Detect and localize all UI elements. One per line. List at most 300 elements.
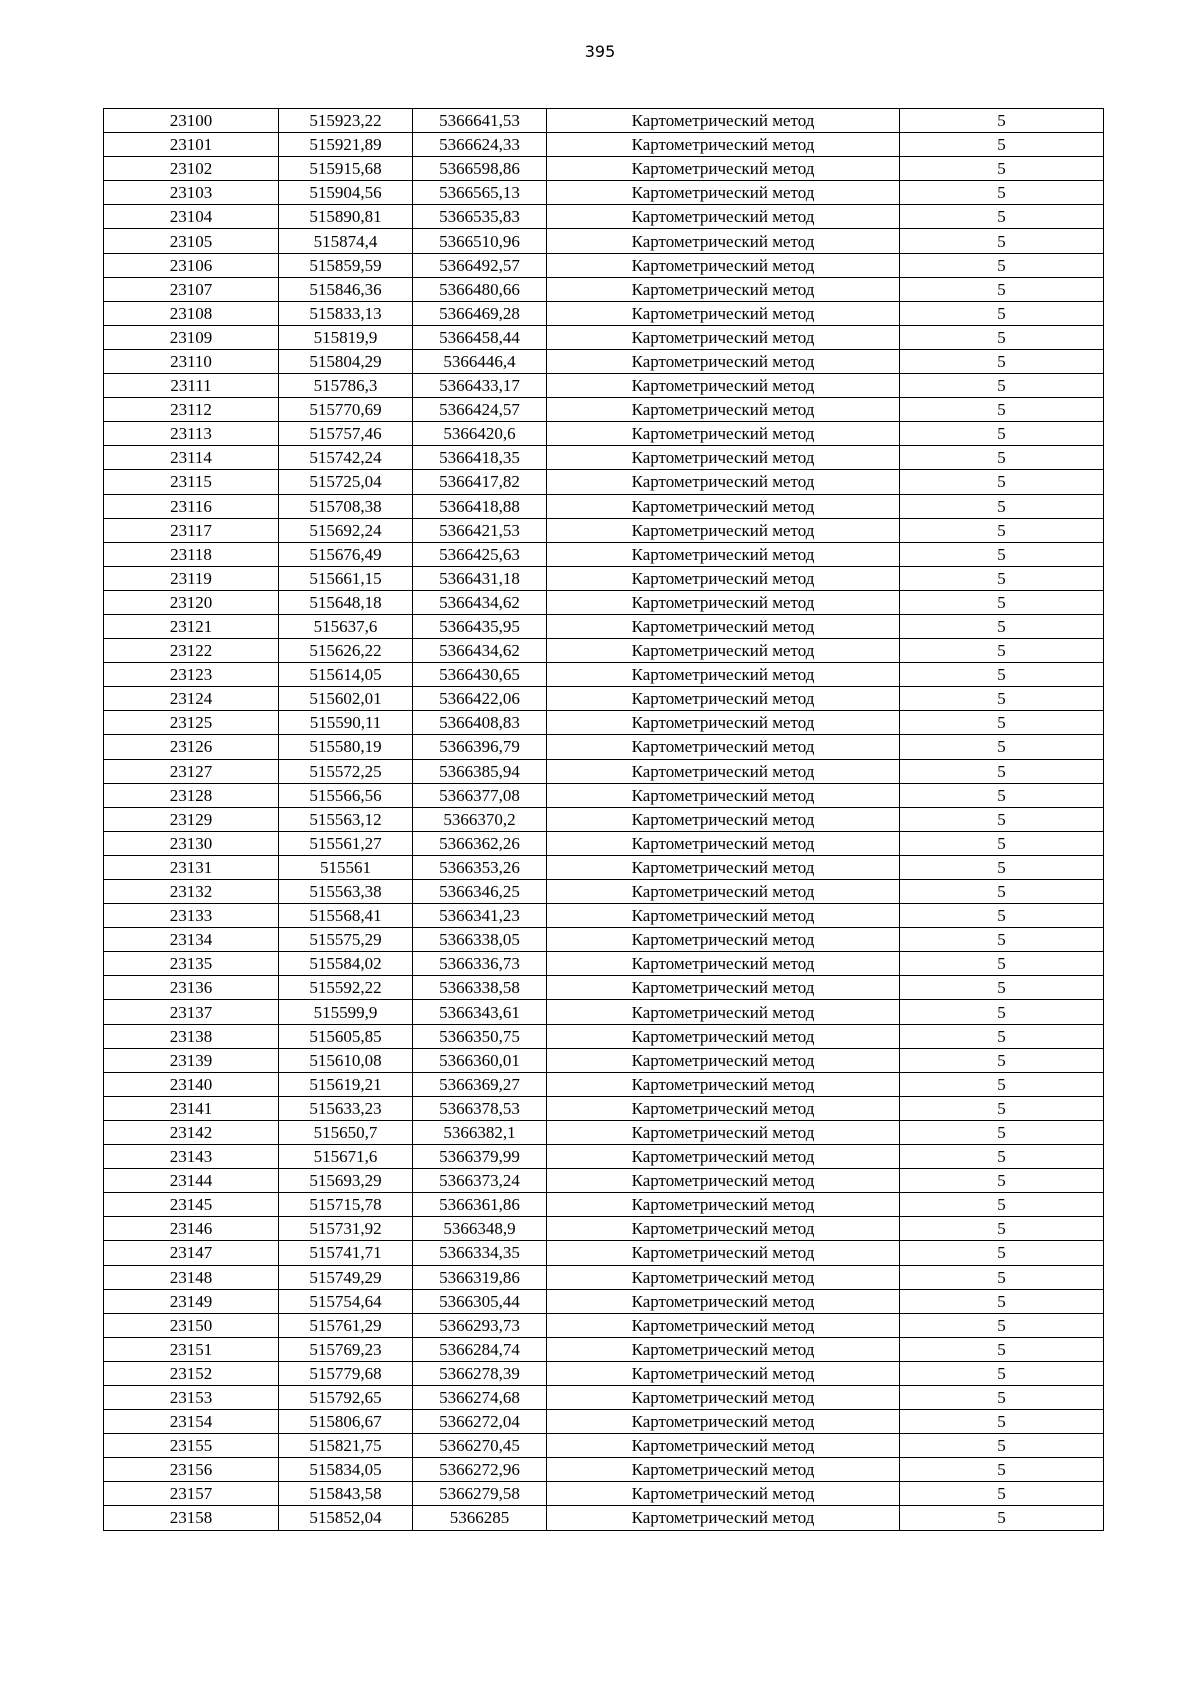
point-number-cell: 23117 <box>104 518 279 542</box>
method-cell: Картометрический метод <box>547 663 900 687</box>
x-coordinate-cell: 515605,85 <box>279 1024 413 1048</box>
table-row <box>104 663 1104 687</box>
point-number-cell: 23120 <box>104 590 279 614</box>
y-coordinate-cell: 5366338,05 <box>413 928 547 952</box>
x-coordinate-cell: 515846,36 <box>279 277 413 301</box>
table-row <box>104 542 1104 566</box>
point-number-cell: 23147 <box>104 1241 279 1265</box>
table-row <box>104 109 1104 133</box>
accuracy-cell: 5 <box>900 855 1104 879</box>
x-coordinate-cell: 515890,81 <box>279 205 413 229</box>
table-row <box>104 1482 1104 1506</box>
point-number-cell: 23156 <box>104 1458 279 1482</box>
x-coordinate-cell: 515561,27 <box>279 831 413 855</box>
y-coordinate-cell: 5366510,96 <box>413 229 547 253</box>
table-row <box>104 374 1104 398</box>
accuracy-cell: 5 <box>900 374 1104 398</box>
accuracy-cell: 5 <box>900 1482 1104 1506</box>
y-coordinate-cell: 5366377,08 <box>413 783 547 807</box>
y-coordinate-cell: 5366360,01 <box>413 1048 547 1072</box>
method-cell: Картометрический метод <box>547 807 900 831</box>
x-coordinate-cell: 515806,67 <box>279 1410 413 1434</box>
accuracy-cell: 5 <box>900 494 1104 518</box>
point-number-cell: 23108 <box>104 301 279 325</box>
point-number-cell: 23122 <box>104 639 279 663</box>
accuracy-cell: 5 <box>900 759 1104 783</box>
x-coordinate-cell: 515915,68 <box>279 157 413 181</box>
y-coordinate-cell: 5366408,83 <box>413 711 547 735</box>
table-row <box>104 277 1104 301</box>
x-coordinate-cell: 515563,12 <box>279 807 413 831</box>
x-coordinate-cell: 515804,29 <box>279 349 413 373</box>
x-coordinate-cell: 515859,59 <box>279 253 413 277</box>
coordinates-table-body <box>104 109 1104 1531</box>
table-row <box>104 398 1104 422</box>
point-number-cell: 23139 <box>104 1048 279 1072</box>
method-cell: Картометрический метод <box>547 639 900 663</box>
point-number-cell: 23102 <box>104 157 279 181</box>
point-number-cell: 23155 <box>104 1434 279 1458</box>
y-coordinate-cell: 5366285 <box>413 1506 547 1530</box>
point-number-cell: 23131 <box>104 855 279 879</box>
method-cell: Картометрический метод <box>547 928 900 952</box>
accuracy-cell: 5 <box>900 928 1104 952</box>
table-row <box>104 1000 1104 1024</box>
y-coordinate-cell: 5366565,13 <box>413 181 547 205</box>
y-coordinate-cell: 5366272,04 <box>413 1410 547 1434</box>
accuracy-cell: 5 <box>900 1361 1104 1385</box>
x-coordinate-cell: 515575,29 <box>279 928 413 952</box>
x-coordinate-cell: 515792,65 <box>279 1385 413 1409</box>
accuracy-cell: 5 <box>900 1434 1104 1458</box>
y-coordinate-cell: 5366348,9 <box>413 1217 547 1241</box>
table-row <box>104 157 1104 181</box>
y-coordinate-cell: 5366379,99 <box>413 1145 547 1169</box>
accuracy-cell: 5 <box>900 277 1104 301</box>
y-coordinate-cell: 5366319,86 <box>413 1265 547 1289</box>
x-coordinate-cell: 515633,23 <box>279 1096 413 1120</box>
table-row <box>104 1385 1104 1409</box>
y-coordinate-cell: 5366385,94 <box>413 759 547 783</box>
accuracy-cell: 5 <box>900 1337 1104 1361</box>
y-coordinate-cell: 5366492,57 <box>413 253 547 277</box>
point-number-cell: 23114 <box>104 446 279 470</box>
accuracy-cell: 5 <box>900 157 1104 181</box>
accuracy-cell: 5 <box>900 205 1104 229</box>
y-coordinate-cell: 5366361,86 <box>413 1193 547 1217</box>
x-coordinate-cell: 515610,08 <box>279 1048 413 1072</box>
method-cell: Картометрический метод <box>547 325 900 349</box>
accuracy-cell: 5 <box>900 422 1104 446</box>
point-number-cell: 23104 <box>104 205 279 229</box>
table-row <box>104 301 1104 325</box>
point-number-cell: 23151 <box>104 1337 279 1361</box>
method-cell: Картометрический метод <box>547 470 900 494</box>
accuracy-cell: 5 <box>900 301 1104 325</box>
method-cell: Картометрический метод <box>547 1289 900 1313</box>
y-coordinate-cell: 5366624,33 <box>413 133 547 157</box>
x-coordinate-cell: 515602,01 <box>279 687 413 711</box>
point-number-cell: 23126 <box>104 735 279 759</box>
table-row <box>104 976 1104 1000</box>
table-row <box>104 735 1104 759</box>
x-coordinate-cell: 515592,22 <box>279 976 413 1000</box>
point-number-cell: 23115 <box>104 470 279 494</box>
method-cell: Картометрический метод <box>547 1361 900 1385</box>
y-coordinate-cell: 5366378,53 <box>413 1096 547 1120</box>
point-number-cell: 23113 <box>104 422 279 446</box>
method-cell: Картометрический метод <box>547 566 900 590</box>
point-number-cell: 23118 <box>104 542 279 566</box>
table-row <box>104 952 1104 976</box>
method-cell: Картометрический метод <box>547 1410 900 1434</box>
point-number-cell: 23111 <box>104 374 279 398</box>
x-coordinate-cell: 515671,6 <box>279 1145 413 1169</box>
accuracy-cell: 5 <box>900 1000 1104 1024</box>
method-cell: Картометрический метод <box>547 1120 900 1144</box>
method-cell: Картометрический метод <box>547 1072 900 1096</box>
point-number-cell: 23152 <box>104 1361 279 1385</box>
method-cell: Картометрический метод <box>547 1048 900 1072</box>
y-coordinate-cell: 5366343,61 <box>413 1000 547 1024</box>
table-row <box>104 253 1104 277</box>
table-row <box>104 1506 1104 1530</box>
accuracy-cell: 5 <box>900 783 1104 807</box>
x-coordinate-cell: 515833,13 <box>279 301 413 325</box>
accuracy-cell: 5 <box>900 253 1104 277</box>
accuracy-cell: 5 <box>900 880 1104 904</box>
point-number-cell: 23123 <box>104 663 279 687</box>
point-number-cell: 23145 <box>104 1193 279 1217</box>
table-row <box>104 880 1104 904</box>
x-coordinate-cell: 515852,04 <box>279 1506 413 1530</box>
y-coordinate-cell: 5366458,44 <box>413 325 547 349</box>
accuracy-cell: 5 <box>900 133 1104 157</box>
accuracy-cell: 5 <box>900 1048 1104 1072</box>
table-row <box>104 470 1104 494</box>
x-coordinate-cell: 515568,41 <box>279 904 413 928</box>
x-coordinate-cell: 515757,46 <box>279 422 413 446</box>
x-coordinate-cell: 515749,29 <box>279 1265 413 1289</box>
point-number-cell: 23116 <box>104 494 279 518</box>
table-row <box>104 133 1104 157</box>
method-cell: Картометрический метод <box>547 349 900 373</box>
y-coordinate-cell: 5366469,28 <box>413 301 547 325</box>
y-coordinate-cell: 5366598,86 <box>413 157 547 181</box>
x-coordinate-cell: 515693,29 <box>279 1169 413 1193</box>
point-number-cell: 23153 <box>104 1385 279 1409</box>
table-row <box>104 904 1104 928</box>
point-number-cell: 23138 <box>104 1024 279 1048</box>
method-cell: Картометрический метод <box>547 1169 900 1193</box>
table-row <box>104 711 1104 735</box>
table-row <box>104 1048 1104 1072</box>
y-coordinate-cell: 5366417,82 <box>413 470 547 494</box>
point-number-cell: 23142 <box>104 1120 279 1144</box>
method-cell: Картометрический метод <box>547 109 900 133</box>
x-coordinate-cell: 515566,56 <box>279 783 413 807</box>
x-coordinate-cell: 515614,05 <box>279 663 413 687</box>
point-number-cell: 23135 <box>104 952 279 976</box>
table-row <box>104 590 1104 614</box>
x-coordinate-cell: 515572,25 <box>279 759 413 783</box>
table-row <box>104 229 1104 253</box>
accuracy-cell: 5 <box>900 735 1104 759</box>
point-number-cell: 23137 <box>104 1000 279 1024</box>
accuracy-cell: 5 <box>900 1410 1104 1434</box>
method-cell: Картометрический метод <box>547 1482 900 1506</box>
method-cell: Картометрический метод <box>547 518 900 542</box>
table-row <box>104 494 1104 518</box>
page-number: 395 <box>584 42 616 61</box>
method-cell: Картометрический метод <box>547 205 900 229</box>
table-row <box>104 831 1104 855</box>
x-coordinate-cell: 515770,69 <box>279 398 413 422</box>
method-cell: Картометрический метод <box>547 398 900 422</box>
point-number-cell: 23154 <box>104 1410 279 1434</box>
method-cell: Картометрический метод <box>547 976 900 1000</box>
table-row <box>104 855 1104 879</box>
accuracy-cell: 5 <box>900 1241 1104 1265</box>
point-number-cell: 23149 <box>104 1289 279 1313</box>
accuracy-cell: 5 <box>900 807 1104 831</box>
x-coordinate-cell: 515742,24 <box>279 446 413 470</box>
y-coordinate-cell: 5366270,45 <box>413 1434 547 1458</box>
accuracy-cell: 5 <box>900 470 1104 494</box>
point-number-cell: 23148 <box>104 1265 279 1289</box>
table-row <box>104 1361 1104 1385</box>
x-coordinate-cell: 515779,68 <box>279 1361 413 1385</box>
method-cell: Картометрический метод <box>547 590 900 614</box>
coordinates-table <box>103 108 1104 1531</box>
accuracy-cell: 5 <box>900 952 1104 976</box>
method-cell: Картометрический метод <box>547 831 900 855</box>
table-row <box>104 518 1104 542</box>
method-cell: Картометрический метод <box>547 1096 900 1120</box>
x-coordinate-cell: 515650,7 <box>279 1120 413 1144</box>
x-coordinate-cell: 515731,92 <box>279 1217 413 1241</box>
accuracy-cell: 5 <box>900 518 1104 542</box>
y-coordinate-cell: 5366279,58 <box>413 1482 547 1506</box>
method-cell: Картометрический метод <box>547 1241 900 1265</box>
method-cell: Картометрический метод <box>547 1385 900 1409</box>
x-coordinate-cell: 515741,71 <box>279 1241 413 1265</box>
method-cell: Картометрический метод <box>547 904 900 928</box>
y-coordinate-cell: 5366435,95 <box>413 614 547 638</box>
method-cell: Картометрический метод <box>547 1193 900 1217</box>
point-number-cell: 23129 <box>104 807 279 831</box>
point-number-cell: 23133 <box>104 904 279 928</box>
x-coordinate-cell: 515923,22 <box>279 109 413 133</box>
y-coordinate-cell: 5366431,18 <box>413 566 547 590</box>
method-cell: Картометрический метод <box>547 614 900 638</box>
accuracy-cell: 5 <box>900 614 1104 638</box>
point-number-cell: 23141 <box>104 1096 279 1120</box>
accuracy-cell: 5 <box>900 1217 1104 1241</box>
point-number-cell: 23128 <box>104 783 279 807</box>
accuracy-cell: 5 <box>900 904 1104 928</box>
accuracy-cell: 5 <box>900 831 1104 855</box>
table-row <box>104 1120 1104 1144</box>
method-cell: Картометрический метод <box>547 422 900 446</box>
method-cell: Картометрический метод <box>547 1337 900 1361</box>
point-number-cell: 23110 <box>104 349 279 373</box>
accuracy-cell: 5 <box>900 639 1104 663</box>
method-cell: Картометрический метод <box>547 855 900 879</box>
table-row <box>104 325 1104 349</box>
method-cell: Картометрический метод <box>547 1217 900 1241</box>
method-cell: Картометрический метод <box>547 133 900 157</box>
x-coordinate-cell: 515599,9 <box>279 1000 413 1024</box>
accuracy-cell: 5 <box>900 1024 1104 1048</box>
point-number-cell: 23103 <box>104 181 279 205</box>
x-coordinate-cell: 515769,23 <box>279 1337 413 1361</box>
y-coordinate-cell: 5366430,65 <box>413 663 547 687</box>
accuracy-cell: 5 <box>900 349 1104 373</box>
accuracy-cell: 5 <box>900 976 1104 1000</box>
point-number-cell: 23124 <box>104 687 279 711</box>
accuracy-cell: 5 <box>900 1506 1104 1530</box>
y-coordinate-cell: 5366434,62 <box>413 639 547 663</box>
point-number-cell: 23119 <box>104 566 279 590</box>
y-coordinate-cell: 5366418,88 <box>413 494 547 518</box>
method-cell: Картометрический метод <box>547 181 900 205</box>
accuracy-cell: 5 <box>900 1096 1104 1120</box>
method-cell: Картометрический метод <box>547 374 900 398</box>
point-number-cell: 23127 <box>104 759 279 783</box>
accuracy-cell: 5 <box>900 446 1104 470</box>
method-cell: Картометрический метод <box>547 542 900 566</box>
x-coordinate-cell: 515761,29 <box>279 1313 413 1337</box>
method-cell: Картометрический метод <box>547 880 900 904</box>
point-number-cell: 23125 <box>104 711 279 735</box>
method-cell: Картометрический метод <box>547 711 900 735</box>
x-coordinate-cell: 515619,21 <box>279 1072 413 1096</box>
method-cell: Картометрический метод <box>547 952 900 976</box>
x-coordinate-cell: 515584,02 <box>279 952 413 976</box>
method-cell: Картометрический метод <box>547 301 900 325</box>
table-row <box>104 1265 1104 1289</box>
table-row <box>104 639 1104 663</box>
y-coordinate-cell: 5366418,35 <box>413 446 547 470</box>
point-number-cell: 23107 <box>104 277 279 301</box>
y-coordinate-cell: 5366274,68 <box>413 1385 547 1409</box>
table-row <box>104 349 1104 373</box>
y-coordinate-cell: 5366370,2 <box>413 807 547 831</box>
x-coordinate-cell: 515786,3 <box>279 374 413 398</box>
x-coordinate-cell: 515819,9 <box>279 325 413 349</box>
table-row <box>104 687 1104 711</box>
y-coordinate-cell: 5366425,63 <box>413 542 547 566</box>
table-row <box>104 181 1104 205</box>
method-cell: Картометрический метод <box>547 446 900 470</box>
point-number-cell: 23140 <box>104 1072 279 1096</box>
method-cell: Картометрический метод <box>547 783 900 807</box>
method-cell: Картометрический метод <box>547 1506 900 1530</box>
table-row <box>104 783 1104 807</box>
table-row <box>104 759 1104 783</box>
y-coordinate-cell: 5366336,73 <box>413 952 547 976</box>
y-coordinate-cell: 5366350,75 <box>413 1024 547 1048</box>
x-coordinate-cell: 515561 <box>279 855 413 879</box>
accuracy-cell: 5 <box>900 1385 1104 1409</box>
table-row <box>104 1313 1104 1337</box>
method-cell: Картометрический метод <box>547 687 900 711</box>
x-coordinate-cell: 515843,58 <box>279 1482 413 1506</box>
y-coordinate-cell: 5366422,06 <box>413 687 547 711</box>
method-cell: Картометрический метод <box>547 1000 900 1024</box>
accuracy-cell: 5 <box>900 542 1104 566</box>
point-number-cell: 23101 <box>104 133 279 157</box>
accuracy-cell: 5 <box>900 1169 1104 1193</box>
x-coordinate-cell: 515921,89 <box>279 133 413 157</box>
table-row <box>104 1169 1104 1193</box>
point-number-cell: 23158 <box>104 1506 279 1530</box>
y-coordinate-cell: 5366284,74 <box>413 1337 547 1361</box>
accuracy-cell: 5 <box>900 711 1104 735</box>
method-cell: Картометрический метод <box>547 1265 900 1289</box>
point-number-cell: 23109 <box>104 325 279 349</box>
method-cell: Картометрический метод <box>547 157 900 181</box>
point-number-cell: 23146 <box>104 1217 279 1241</box>
y-coordinate-cell: 5366396,79 <box>413 735 547 759</box>
accuracy-cell: 5 <box>900 325 1104 349</box>
y-coordinate-cell: 5366278,39 <box>413 1361 547 1385</box>
y-coordinate-cell: 5366446,4 <box>413 349 547 373</box>
point-number-cell: 23136 <box>104 976 279 1000</box>
table-row <box>104 1458 1104 1482</box>
method-cell: Картометрический метод <box>547 1434 900 1458</box>
y-coordinate-cell: 5366338,58 <box>413 976 547 1000</box>
y-coordinate-cell: 5366369,27 <box>413 1072 547 1096</box>
point-number-cell: 23121 <box>104 614 279 638</box>
table-row <box>104 566 1104 590</box>
x-coordinate-cell: 515708,38 <box>279 494 413 518</box>
x-coordinate-cell: 515563,38 <box>279 880 413 904</box>
x-coordinate-cell: 515580,19 <box>279 735 413 759</box>
method-cell: Картометрический метод <box>547 1024 900 1048</box>
table-row <box>104 1241 1104 1265</box>
table-row <box>104 1434 1104 1458</box>
x-coordinate-cell: 515715,78 <box>279 1193 413 1217</box>
accuracy-cell: 5 <box>900 181 1104 205</box>
x-coordinate-cell: 515834,05 <box>279 1458 413 1482</box>
y-coordinate-cell: 5366424,57 <box>413 398 547 422</box>
method-cell: Картометрический метод <box>547 759 900 783</box>
point-number-cell: 23130 <box>104 831 279 855</box>
x-coordinate-cell: 515661,15 <box>279 566 413 590</box>
x-coordinate-cell: 515874,4 <box>279 229 413 253</box>
table-row <box>104 1289 1104 1313</box>
accuracy-cell: 5 <box>900 687 1104 711</box>
accuracy-cell: 5 <box>900 229 1104 253</box>
table-row <box>104 446 1104 470</box>
x-coordinate-cell: 515692,24 <box>279 518 413 542</box>
table-row <box>104 928 1104 952</box>
accuracy-cell: 5 <box>900 1265 1104 1289</box>
accuracy-cell: 5 <box>900 1145 1104 1169</box>
table-row <box>104 1024 1104 1048</box>
y-coordinate-cell: 5366382,1 <box>413 1120 547 1144</box>
accuracy-cell: 5 <box>900 663 1104 687</box>
method-cell: Картометрический метод <box>547 494 900 518</box>
x-coordinate-cell: 515754,64 <box>279 1289 413 1313</box>
x-coordinate-cell: 515648,18 <box>279 590 413 614</box>
point-number-cell: 23144 <box>104 1169 279 1193</box>
x-coordinate-cell: 515725,04 <box>279 470 413 494</box>
accuracy-cell: 5 <box>900 1120 1104 1144</box>
x-coordinate-cell: 515626,22 <box>279 639 413 663</box>
